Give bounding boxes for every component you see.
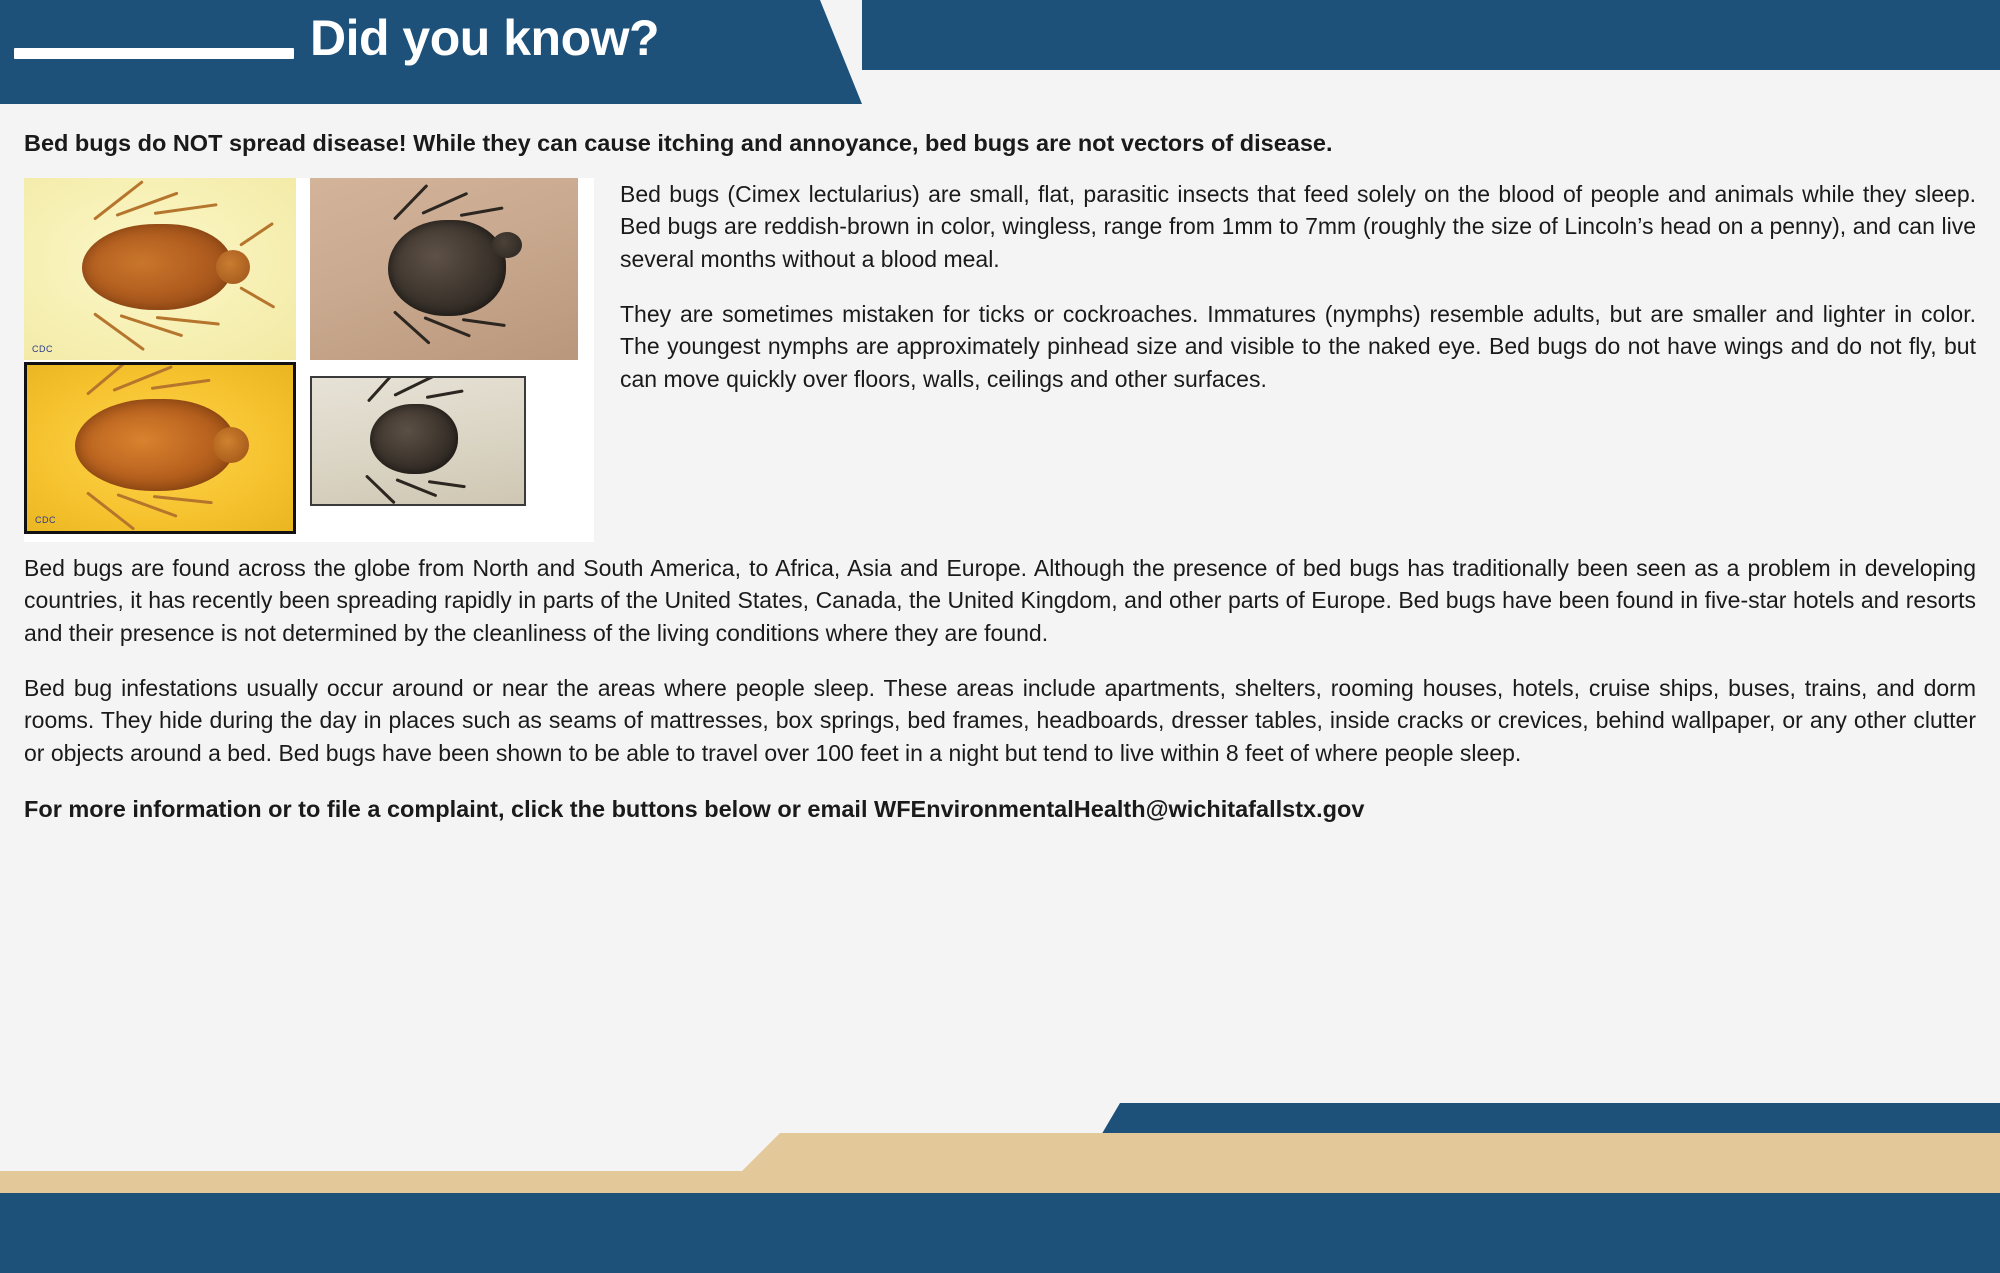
content-area [24,128,1976,823]
intro-paragraph-2: They are sometimes mistaken for ticks or cockroaches. Immatures (nymphs) resemble adults, but are smaller and lighter in color. The youngest nymphs are approximately pinhead size and visible to the naked eye. Bed bugs do not have wings and do not fly, but can move quickly over floors, walls, ceilings and other surfaces. [620,300,1976,392]
media-and-intro-row [24,178,1976,552]
footer-blue-base [0,1193,2000,1273]
bug-body-icon [82,224,232,310]
header-rule [14,48,294,59]
header-notch-shape [820,0,862,104]
bed-bug-photo-2 [310,178,578,360]
page-title: Did you know? [310,10,660,66]
bed-bug-photo-1 [24,178,296,360]
bug-head-icon [213,427,249,463]
closing-call-to-action: For more information or to file a complaint, click the buttons below or email WFEnvironmentalHealth@wichitafallstx.gov [24,795,1365,822]
lead-statement: Bed bugs do NOT spread disease! While they can cause itching and annoyance, bed bugs are not vectors of disease. [24,130,1333,156]
bug-head-icon [216,250,250,284]
photo-grid [24,178,594,542]
bug-body-icon [370,404,458,474]
bug-body-icon [388,220,506,316]
intro-paragraph-1: Bed bugs (Cimex lectularius) are small, flat, parasitic insects that feed solely on the blood of people and animals while they sleep. Bed bugs are reddish-brown in color, wingless, range from 1mm to 7mm (roughly the size of Lincoln’s head on a penny), and can live several months without a blood meal. [620,180,1976,273]
header-right-band [862,0,2000,70]
bed-bug-photo-4 [310,376,526,506]
paragraph-infestation: Bed bug infestations usually occur around or near the areas where people sleep. These areas include apartments, shelters, rooming houses, hotels, cruise ships, buses, trains, and dorm rooms. They hide during the day in places such as seams of mattresses, box springs, bed frames, headboards, dresser tables, inside cracks or crevices, behind wallpaper, or any other clutter or objects around a bed. Bed bugs have been shown to be able to travel over 100 feet in a night but tend to live within 8 feet of where people sleep. [24,674,1976,766]
photo-watermark: CDC [35,514,56,525]
footer-tan-band [0,1171,1000,1193]
footer-decoration [0,1103,2000,1273]
bug-body-icon [75,399,235,491]
photo-gallery [24,178,594,542]
photo-watermark: CDC [32,343,53,354]
paragraph-distribution: Bed bugs are found across the globe from North and South America, to Africa, Asia and Europe. Although the presence of bed bugs has traditionally been seen as a problem in developing countries, it has recently been spreading rapidly in parts of the United States, Canada, the United Kingdom, and other parts of Europe. Bed bugs have been found in five-star hotels and resorts and their presence is not determined by the cleanliness of the living conditions where they are found. [24,554,1976,647]
bed-bug-photo-3 [24,362,296,534]
bug-head-icon [492,232,522,258]
